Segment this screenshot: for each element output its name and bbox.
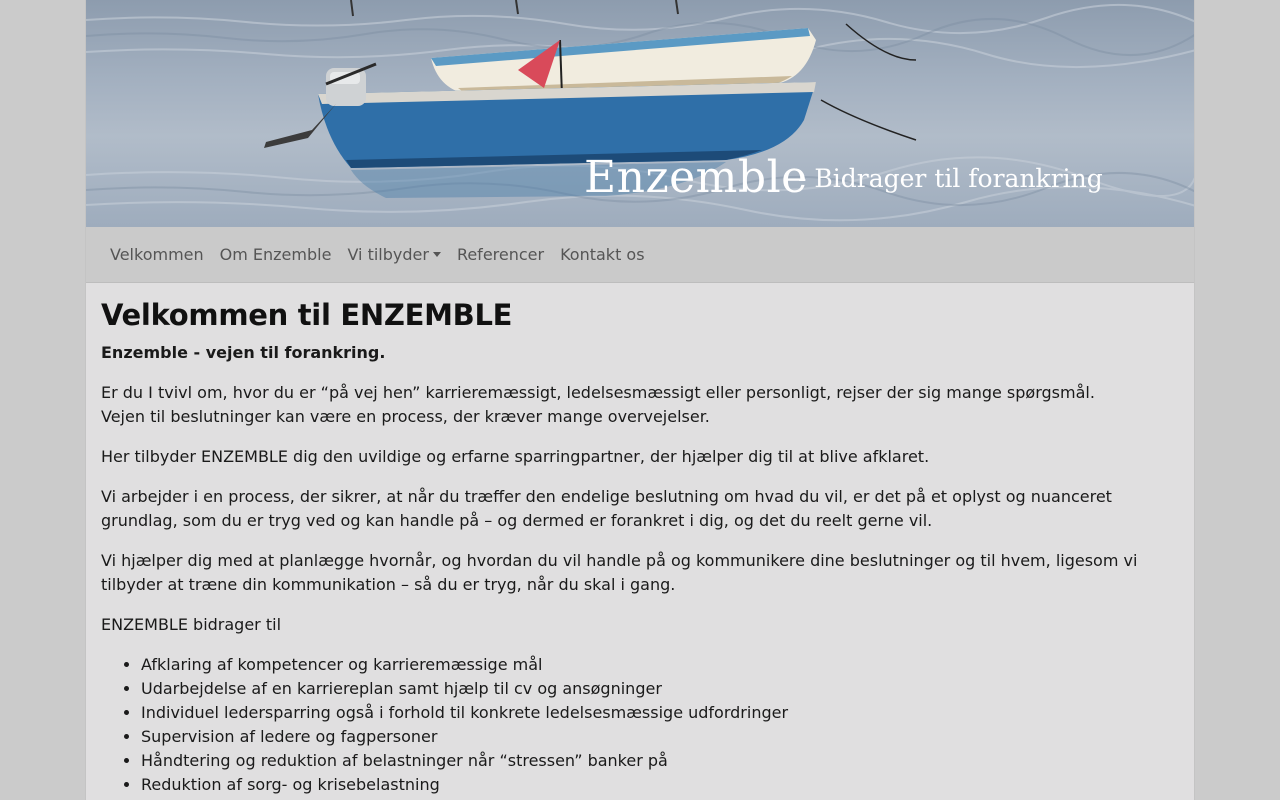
intro-paragraph [101,381,1179,429]
intro-line-1: Er du I tvivl om, hvor du er “på vej hen” karrieremæssigt, ledelsesmæssigt eller personligt, rejser der sig mange spørgsmål. [101,383,1095,402]
nav-item-referencer[interactable]: Referencer [456,244,545,264]
list-item: • Udarbejdelse af en karriereplan samt hjælp til cv og ansøgninger [141,677,1179,701]
contributes-heading: ENZEMBLE bidrager til [101,615,282,634]
planning-paragraph: Vi hjælper dig med at planlægge hvornår, og hvordan du vil handle på og kommunikere dine beslutninger og til hvem, ligesom vi tilbyder at træne din kommunikation – så du er tryg, når du skal i gang. [101,551,1138,594]
process-paragraph: Vi arbejder i en process, der sikrer, at når du træffer den endelige beslutning om hvad du vil, er det på et oplyst og nuanceret grundlag, som du er tryg ved og kan handle på – og dermed er forankret i dig, og det du reelt gerne vil. [101,487,1112,530]
banner-subtitle: - Bidrager til forankring [798,164,1103,193]
list-item: • Supervision af ledere og fagpersoner [141,725,1179,749]
page-title: Velkommen til ENZEMBLE [101,298,513,332]
list-item: • Reduktion af sorg- og krisebelastning [141,773,1179,797]
banner-title: Enzemble [584,152,808,203]
nav-item-vi-tilbyder-dropdown[interactable] [339,227,449,283]
list-item: • Afklaring af kompetencer og karrieremæssige mål [141,653,1179,677]
main-content [86,283,1194,797]
page-container [85,0,1195,800]
list-item: • Individuel ledersparring også i forhold til konkrete ledelsesmæssige udfordringer [141,701,1179,725]
caret-down-icon [433,252,441,257]
offer-paragraph: Her tilbyder ENZEMBLE dig den uvildige og erfarne sparringpartner, der hjælper dig til at blive afklaret. [101,447,930,466]
nav-item-velkommen[interactable]: Velkommen [110,244,204,264]
contributions-list [101,653,1179,797]
main-navbar [86,227,1194,283]
nav-item-vi-tilbyder-label: Vi tilbyder [347,244,429,264]
header-banner [86,0,1195,227]
list-item: • Håndtering og reduktion af belastninger når “stressen” banker på [141,749,1179,773]
nav-item-kontakt-os[interactable]: Kontakt os [560,244,645,264]
nav-item-om-enzemble[interactable]: Om Enzemble [219,244,332,264]
intro-line-2: Vejen til beslutninger kan være en process, der kræver mange overvejelser. [101,407,710,426]
lead-text: Enzemble - vejen til forankring. [101,343,386,362]
